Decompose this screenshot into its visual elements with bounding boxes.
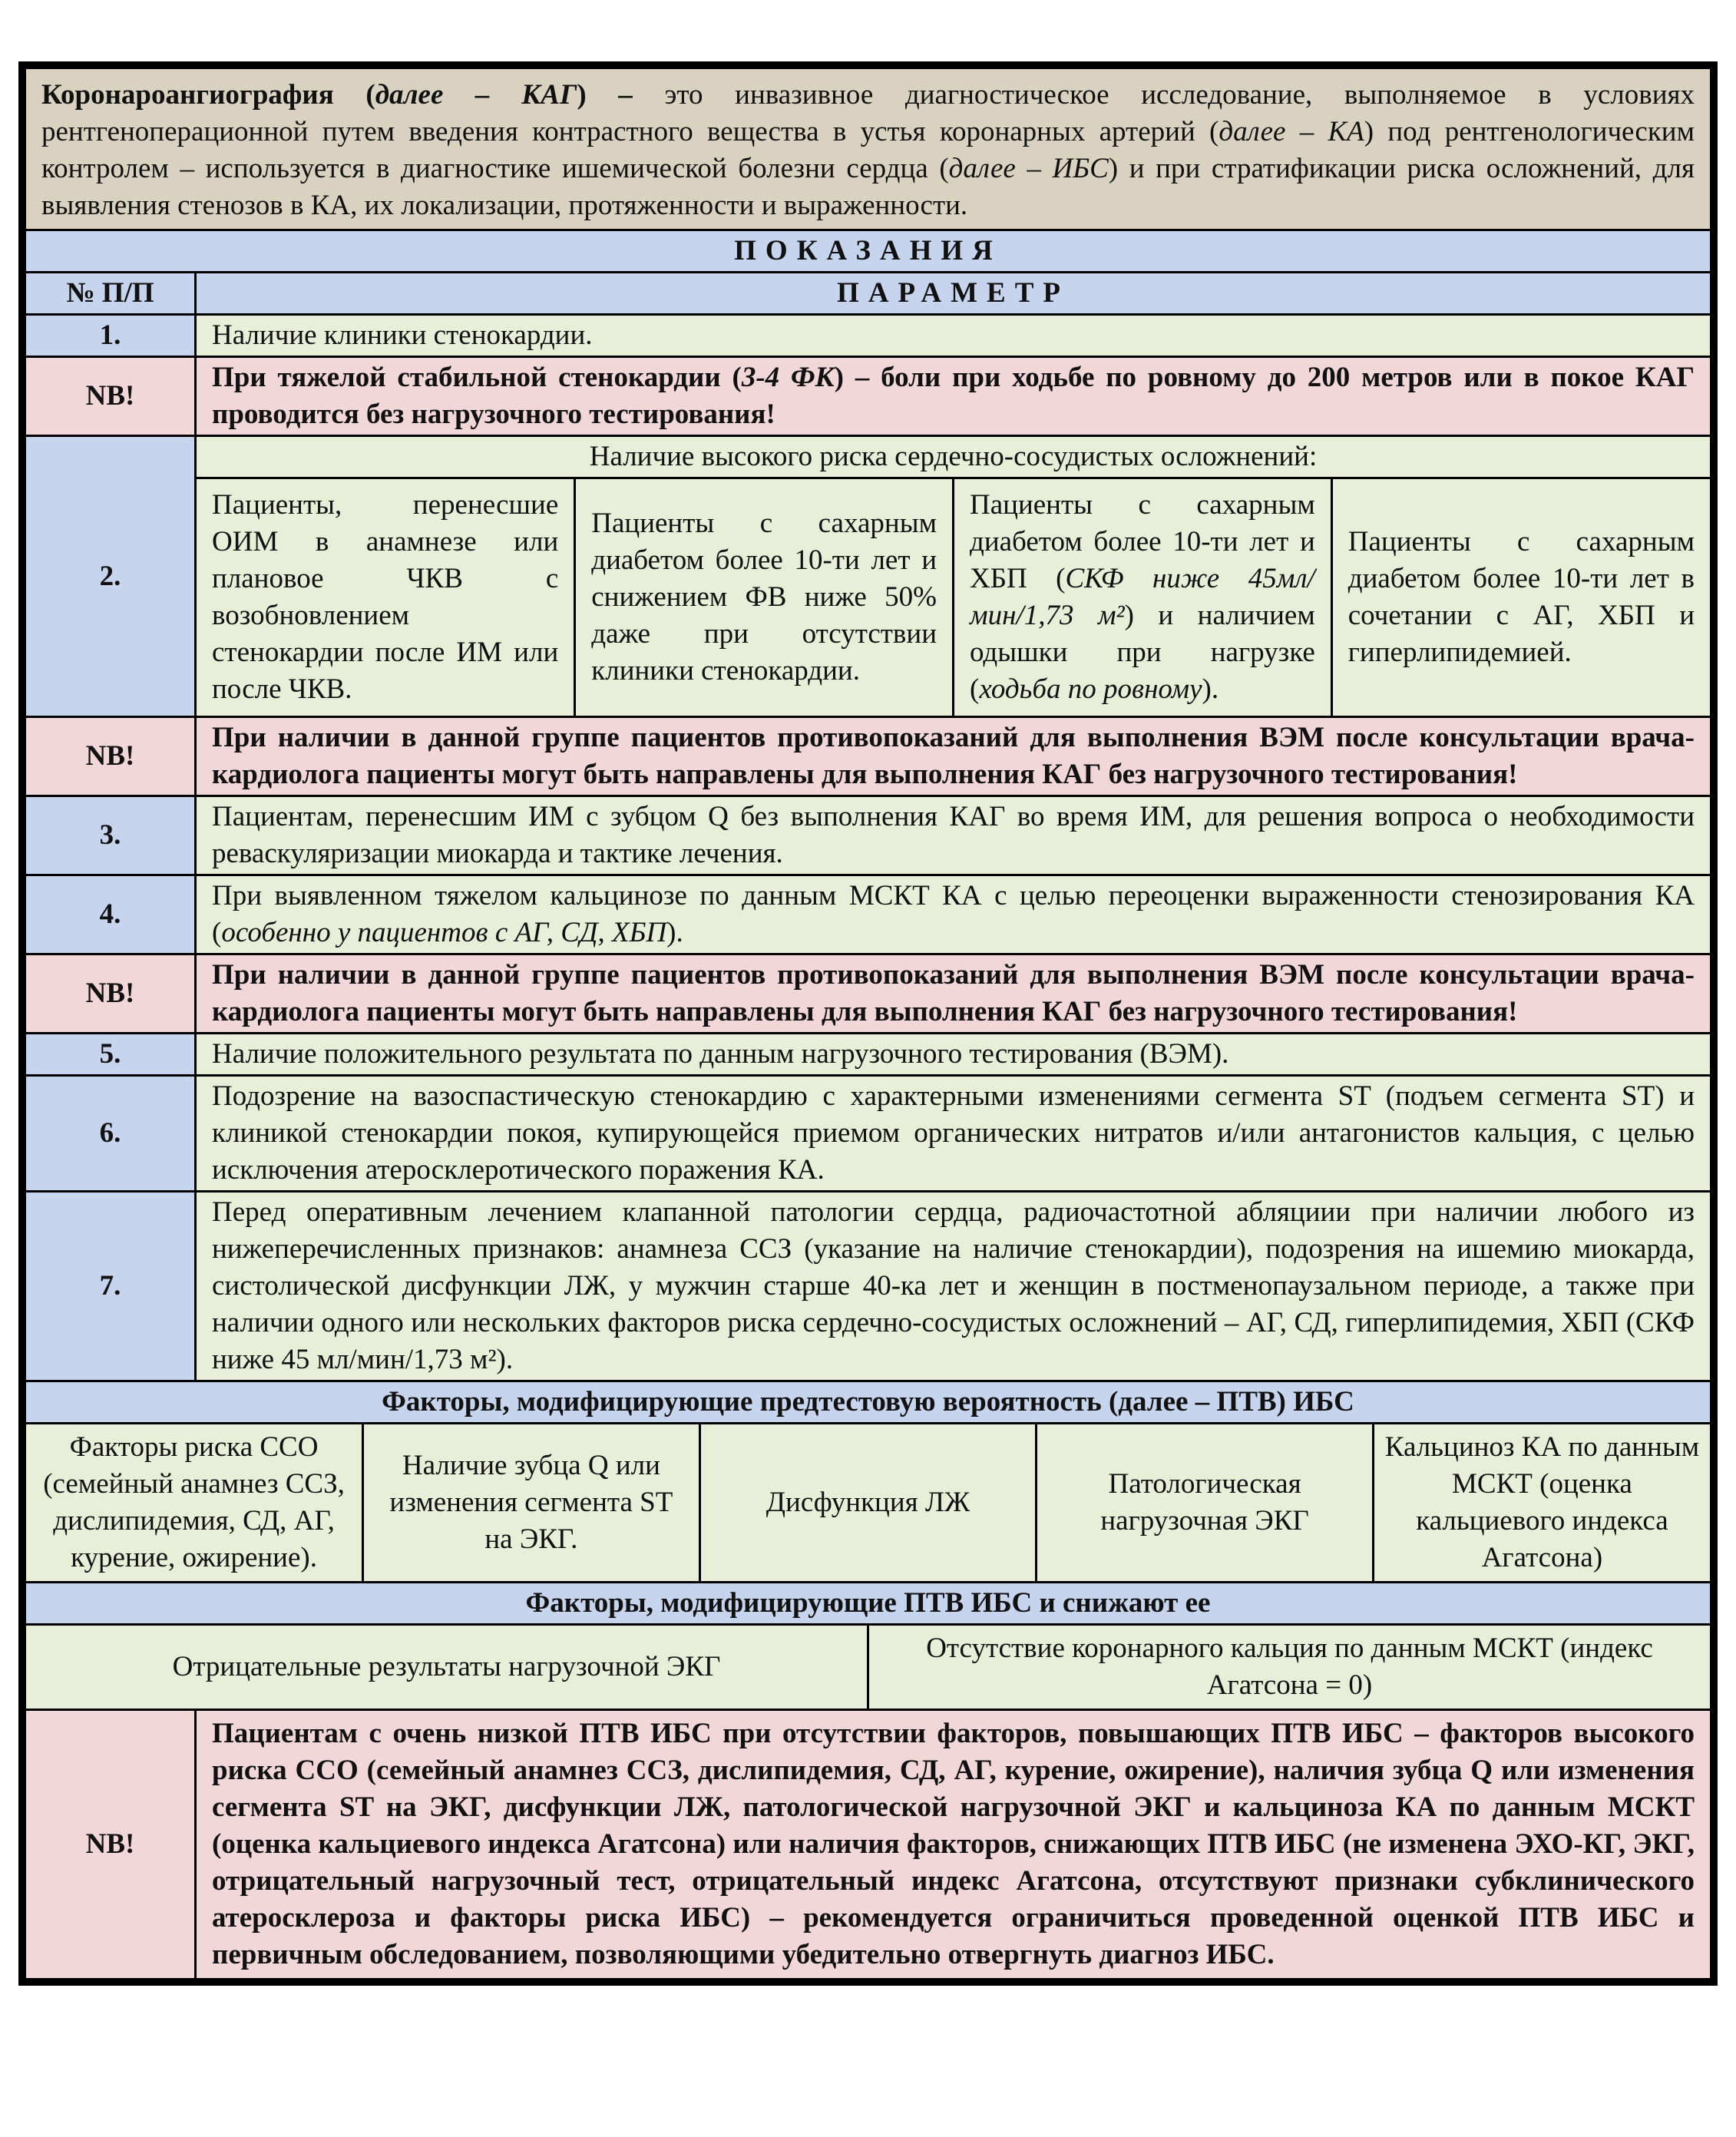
factors-up-row xyxy=(25,1424,1711,1583)
intro-text-3: ) и при стратификации риска осложнений, для выявления стенозов в КА, их локализации, протяженности и выраженности. xyxy=(41,153,1695,221)
row-2-content xyxy=(196,436,1711,717)
row-number: 7. xyxy=(25,1192,196,1381)
subitem-italic: ходьба по ровному xyxy=(979,673,1202,705)
indication-row-7 xyxy=(25,1192,1711,1381)
row-2-subitem-2: Пациенты с сахарным диабетом более 10-ти лет и снижением ФВ ниже 50% даже при отсутствии клиники стенокардии. xyxy=(575,478,954,716)
indications-title: ПОКАЗАНИЯ xyxy=(25,230,1711,273)
row-text: Наличие клиники стенокардии. xyxy=(196,315,1711,357)
nb-label: NB! xyxy=(25,954,196,1034)
nb-text: При наличии в данной группе пациентов противопоказаний для выполнения ВЭМ после консультации врача-кардиолога пациенты могут быть направлены для выполнения КАГ без нагрузочного тестирования! xyxy=(196,954,1711,1034)
indication-row-5 xyxy=(25,1034,1711,1076)
row-number: 5. xyxy=(25,1034,196,1076)
factors-down-title: Факторы, модифицирующие ПТВ ИБС и снижают ее xyxy=(25,1583,1711,1625)
row-text: Наличие положительного результата по данным нагрузочного тестирования (ВЭМ). xyxy=(196,1034,1711,1076)
factor-item: Факторы риска ССО (семейный анамнез ССЗ, дислипидемия, СД, АГ, курение, ожирение). xyxy=(26,1424,363,1581)
row-number: 2. xyxy=(25,436,196,717)
row-text-italic: особенно у пациентов с АГ, СД, ХБП xyxy=(221,917,667,948)
intro-paragraph xyxy=(25,68,1711,230)
subitem-italic: СКФ ниже 45мл/мин/1,73 м² xyxy=(970,563,1315,631)
intro-abbr: далее – КАГ xyxy=(375,79,577,111)
indication-row-2 xyxy=(25,436,1711,717)
factor-item: Наличие зубца Q или изменения сегмента ST на ЭКГ. xyxy=(363,1424,700,1581)
indication-row-4 xyxy=(25,875,1711,954)
factors-down-table xyxy=(26,1626,1710,1709)
row-number: 3. xyxy=(25,796,196,875)
row-number: 6. xyxy=(25,1076,196,1192)
intro-text-2: ) под рентгенологическим контролем – используется в диагностике ишемической болезни сердца ( xyxy=(41,116,1695,184)
nb-row-3 xyxy=(25,954,1711,1034)
row-2-subitem-1: Пациенты, перенесшие ОИМ в анамнезе или плановое ЧКВ с возобновлением стенокардии после ИМ или после ЧКВ. xyxy=(197,478,575,716)
row-2-subtable xyxy=(197,437,1710,716)
indication-row-3 xyxy=(25,796,1711,875)
column-header-parameter: ПАРАМЕТР xyxy=(196,273,1711,315)
row-text: Подозрение на вазоспастическую стенокардию с характерными изменениями сегмента ST (подъем сегмента ST) и клиникой стенокардии покоя, купирующейся приемом органических нитратов и/или антагонистов кальция, с целью исключения атеросклеротического поражения КА. xyxy=(196,1076,1711,1192)
subitem-text: Пациенты с сахарным диабетом более 10-ти лет и ХБП ( xyxy=(970,489,1315,594)
intro-paren-open: ( xyxy=(333,79,375,111)
nb-text-part: ) – боли при ходьбе по ровному до 200 метров или в покое КАГ проводится без нагрузочного тестирования! xyxy=(212,362,1695,430)
intro-abbr-2: далее – КА xyxy=(1219,116,1364,147)
intro-abbr-3: далее – ИБС xyxy=(948,153,1109,184)
factor-item: Патологическая нагрузочная ЭКГ xyxy=(1037,1424,1374,1581)
nb-row-final xyxy=(25,1710,1711,1980)
intro-term: Коронароангиография xyxy=(41,79,334,111)
factors-down-container xyxy=(25,1625,1711,1710)
nb-text xyxy=(196,357,1711,436)
factor-item: Отрицательные результаты нагрузочной ЭКГ xyxy=(26,1626,868,1709)
indication-row-6 xyxy=(25,1076,1711,1192)
row-text-part: При выявленном тяжелом кальцинозе по данным МСКТ КА с целью переоценки выраженности стенозирования КА ( xyxy=(212,880,1695,948)
nb-text: Пациентам с очень низкой ПТВ ИБС при отсутствии факторов, повышающих ПТВ ИБС – факторов высокого риска ССО (семейный анамнез ССЗ, дислипидемия, СД, АГ, курение, ожирение), наличия зубца Q или изменения сегмента ST на ЭКГ, дисфункции ЛЖ, патологической нагрузочной ЭКГ и кальциноза КА по данным МСКТ (оценка кальциевого индекса Агатсона) или наличия факторов, снижающих ПТВ ИБС (не изменена ЭХО-КГ, ЭКГ, отрицательный нагрузочный тест, отрицательный индекс Агатсона, отсутствуют признаки субклинического атеросклероза и факторы риска ИБС) – рекомендуется ограничиться проведенной оценкой ПТВ ИБС и первичным обследованием, позволяющими убедительно отвергнуть диагноз ИБС. xyxy=(196,1710,1711,1980)
nb-text-part: При тяжелой стабильной стенокардии ( xyxy=(212,362,742,393)
nb-label: NB! xyxy=(25,1710,196,1980)
factor-item: Кальциноз КА по данным МСКТ (оценка кальциевого индекса Агатсона) xyxy=(1373,1424,1710,1581)
row-2-subitem-3 xyxy=(954,478,1332,716)
row-2-subitem-4: Пациенты с сахарным диабетом более 10-ти лет в сочетании с АГ, ХБП и гиперлипидемией. xyxy=(1331,478,1710,716)
factors-down-row xyxy=(25,1625,1711,1710)
factor-item: Дисфункция ЛЖ xyxy=(699,1424,1037,1581)
subitem-text: ) и наличием одышки при нагрузке ( xyxy=(970,600,1315,705)
intro-text-1: это инвазивное диагностическое исследование, выполняемое в условиях рентгеноперационной путем введения контрастного вещества в устья коронарных артерий ( xyxy=(41,79,1695,147)
factors-up-table xyxy=(26,1424,1710,1581)
indications-table xyxy=(24,67,1712,1980)
nb-label: NB! xyxy=(25,357,196,436)
subitem-text: ). xyxy=(1202,673,1219,705)
nb-text-italic: 3-4 ФК xyxy=(741,362,835,393)
intro-row xyxy=(25,68,1711,230)
indications-sheet xyxy=(18,61,1718,1986)
row-text xyxy=(196,875,1711,954)
row-number: 1. xyxy=(25,315,196,357)
indication-row-1 xyxy=(25,315,1711,357)
factor-item: Отсутствие коронарного кальция по данным МСКТ (индекс Агатсона = 0) xyxy=(868,1626,1711,1709)
intro-paren-close: ) – xyxy=(577,79,633,111)
row-text: Перед оперативным лечением клапанной патологии сердца, радиочастотной абляциии при наличии любого из нижеперечисленных признаков: анамнеза ССЗ (указание на наличие стенокардии), подозрения на ишемию миокарда, систолической дисфункции ЛЖ, у мужчин старше 40-ка лет и женщин в постменопаузальном периоде, а также при наличии одного или нескольких факторов риска сердечно-сосудистых осложнений – АГ, СД, гиперлипидемия, ХБП (СКФ ниже 45 мл/мин/1,73 м²). xyxy=(196,1192,1711,1381)
row-number: 4. xyxy=(25,875,196,954)
nb-row-1 xyxy=(25,357,1711,436)
factors-up-container xyxy=(25,1424,1711,1583)
nb-row-2 xyxy=(25,717,1711,796)
column-header-number: № П/П xyxy=(25,273,196,315)
nb-text: При наличии в данной группе пациентов противопоказаний для выполнения ВЭМ после консультации врача-кардиолога пациенты могут быть направлены для выполнения КАГ без нагрузочного тестирования! xyxy=(196,717,1711,796)
nb-label: NB! xyxy=(25,717,196,796)
row-2-header: Наличие высокого риска сердечно-сосудистых осложнений: xyxy=(197,437,1710,478)
row-text: Пациентам, перенесшим ИМ с зубцом Q без выполнения КАГ во время ИМ, для решения вопроса о необходимости реваскуляризации миокарда и тактике лечения. xyxy=(196,796,1711,875)
row-text-part: ). xyxy=(666,917,683,948)
factors-up-title: Факторы, модифицирующие предтестовую вероятность (далее – ПТВ) ИБС xyxy=(25,1381,1711,1424)
